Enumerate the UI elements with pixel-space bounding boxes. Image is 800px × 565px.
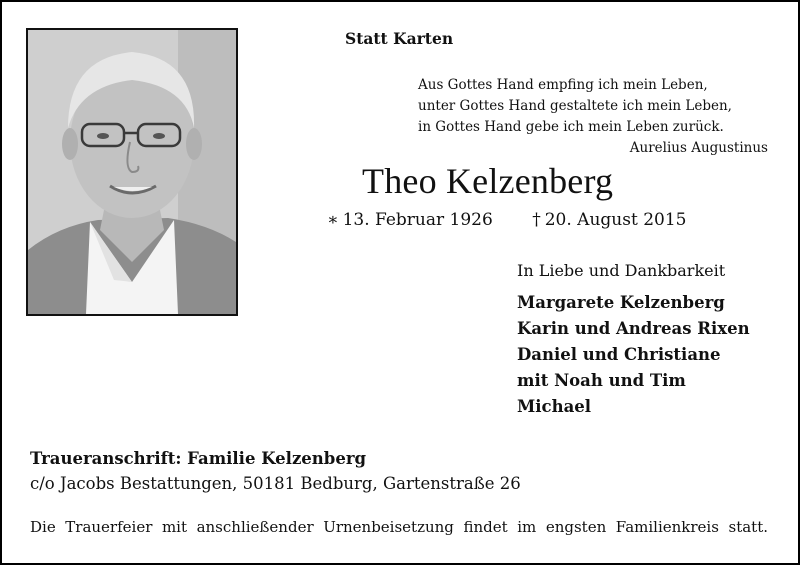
mourner-name: Margarete Kelzenberg [517,293,725,312]
birth-date-text: 13. Februar 1926 [342,210,493,230]
death-date-text: 20. August 2015 [544,210,687,230]
funeral-notice: Die Trauerfeier mit anschließender Urnenbeisetzung findet im engsten Familienkreis statt. [30,518,768,536]
birth-star-icon: ∗ [327,210,339,230]
poem-line: in Gottes Hand gebe ich mein Leben zurück. [418,119,724,135]
deceased-name: Theo Kelzenberg [362,161,614,201]
life-dates [327,210,686,230]
poem [418,75,770,159]
poem-author: Aurelius Augustinus [629,140,768,156]
mourners-intro: In Liebe und Dankbarkeit [517,261,726,280]
poem-line: unter Gottes Hand gestaltete ich mein Leben, [418,98,732,114]
death-date [532,210,686,230]
portrait-photo [26,28,238,316]
birth-date [327,210,498,230]
death-cross-icon: † [532,210,541,230]
mourners-list [517,290,750,420]
mourner-name: Daniel und Christiane [517,345,721,364]
statt-karten-heading: Statt Karten [345,29,454,48]
mourner-name: mit Noah und Tim [517,371,686,390]
mourner-name: Michael [517,397,592,416]
mourning-address: c/o Jacobs Bestattungen, 50181 Bedburg, Gartenstraße 26 [30,474,521,493]
poem-line: Aus Gottes Hand empfing ich mein Leben, [418,77,708,93]
portrait-icon [28,30,236,314]
mourning-address-title: Traueranschrift: Familie Kelzenberg [30,449,367,468]
mourner-name: Karin und Andreas Rixen [517,319,750,338]
